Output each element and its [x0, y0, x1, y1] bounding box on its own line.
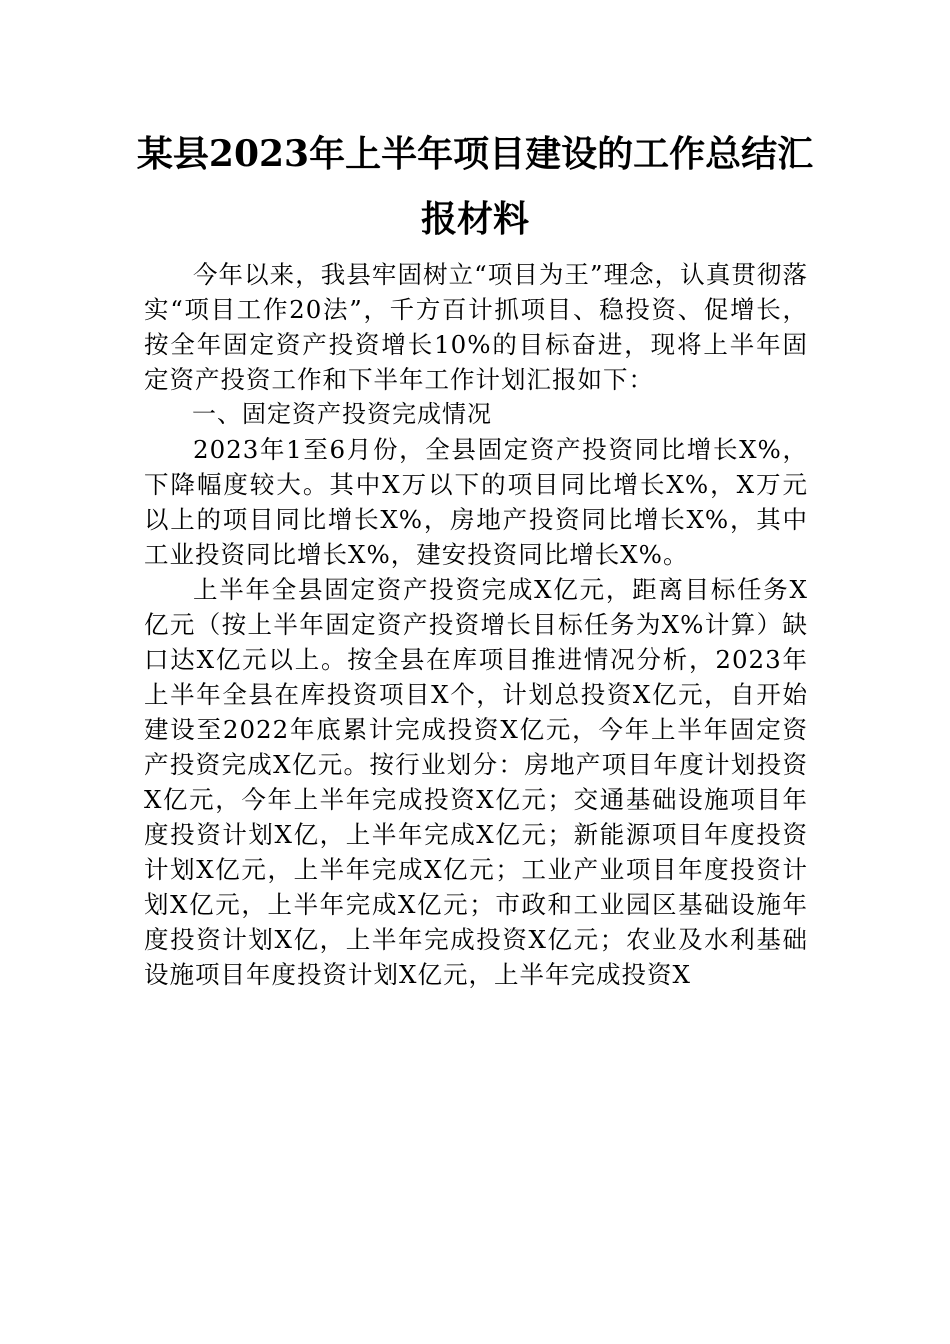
document-body: [144, 257, 808, 992]
document-title-line1: 某县2023年上半年项目建设的工作总结汇: [136, 133, 814, 175]
body-paragraph: 上半年全县固定资产投资完成X亿元，距离目标任务X亿元（按上半年固定资产投资增长目标任务为X%计算）缺口达X亿元以上。按全县在库项目推进情况分析，2023年上半年全县在库投资项目X个，计划总投资X亿元，自开始建设至2022年底累计完成投资X亿元，今年上半年固定资产投资完成X亿元。按行业划分：房地产项目年度计划投资X亿元，今年上半年完成投资X亿元；交通基础设施项目年度投资计划X亿，上半年完成X亿元；新能源项目年度投资计划X亿元，上半年完成X亿元；工业产业项目年度投资计划X亿元，上半年完成X亿元；市政和工业园区基础设施年度投资计划X亿，上半年完成投资X亿元；农业及水利基础设施项目年度投资计划X亿元，上半年完成投资X: [144, 575, 808, 989]
body-paragraph: 2023年1至6月份，全县固定资产投资同比增长X%，下降幅度较大。其中X万以下的项目同比增长X%，X万元以上的项目同比增长X%，房地产投资同比增长X%，其中工业投资同比增长X%，建安投资同比增长X%。: [144, 435, 808, 569]
section-heading: 一、固定资产投资完成情况: [192, 400, 492, 428]
intro-paragraph: 今年以来，我县牢固树立“项目为王”理念，认真贯彻落实“项目工作20法”，千方百计抓项目、稳投资、促增长，按全年固定资产投资增长10%的目标奋进，现将上半年固定资产投资工作和下半年工作计划汇报如下：: [144, 260, 808, 394]
document-title-line2: 报材料: [420, 198, 529, 240]
